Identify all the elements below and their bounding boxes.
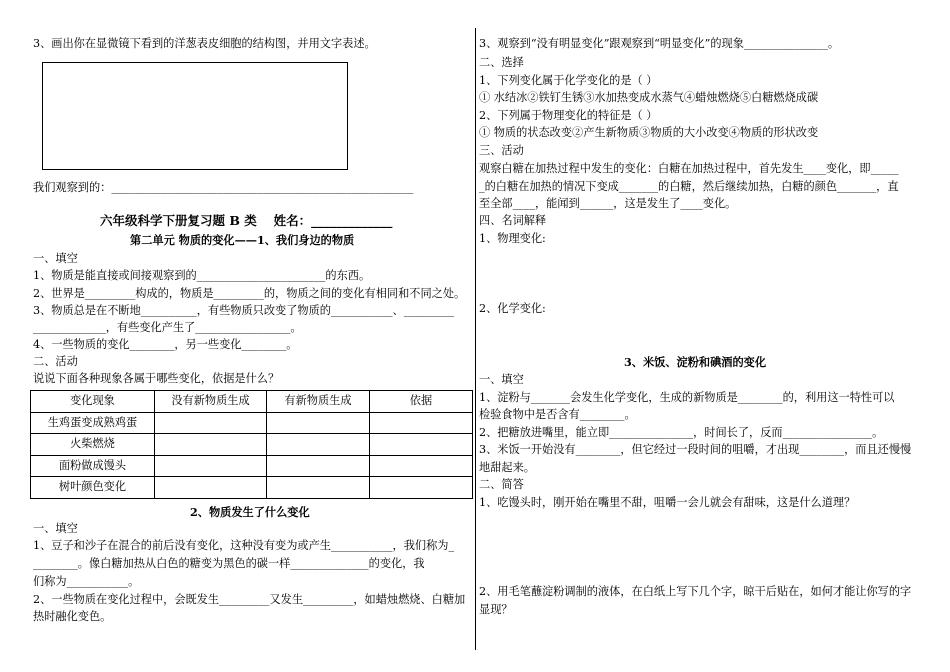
lesson2-title: 2、物质发生了什么变化	[190, 505, 310, 519]
table-cell: 火柴燃烧	[31, 434, 155, 456]
q3-draw-prompt: 3、画出你在显微镜下看到的洋葱表皮细胞的结构图，并用文字表述。	[33, 37, 376, 50]
choice-q1: 1、下列变化属于化学变化的是（ ）	[479, 74, 658, 87]
table-cell[interactable]	[370, 477, 473, 499]
fill-q4: 4、一些物质的变化________，另一些变化________。	[33, 338, 298, 351]
lesson3-title: 3、米饭、淀粉和碘酒的变化	[624, 355, 767, 369]
lesson2-q1-line2: ________。像白糖加热从白色的糖变为黑色的碳一样______________的变化，我	[33, 557, 425, 570]
section-activity-heading: 二、活动	[33, 355, 78, 368]
activity-heading: 三、活动	[479, 144, 524, 157]
lesson2-fill-heading: 一、填空	[33, 522, 78, 535]
table-cell[interactable]	[370, 412, 473, 434]
table-cell[interactable]	[155, 455, 267, 477]
table-cell[interactable]	[267, 477, 370, 499]
table-header-cell: 有新物质生成	[267, 391, 370, 413]
table-cell[interactable]	[155, 477, 267, 499]
lesson3-fill-heading: 一、填空	[479, 373, 524, 386]
table-cell[interactable]	[267, 434, 370, 456]
short-answer-q2-line2: 显现？	[479, 603, 513, 616]
table-row	[31, 455, 473, 477]
short-answer-q1: 1、吃馒头时，刚开始在嘴里不甜，咀嚼一会儿就会有甜味，这是什么道理？	[479, 496, 856, 509]
term-heading: 四、名词解释	[479, 214, 547, 227]
table-cell: 树叶颜色变化	[31, 477, 155, 499]
table-cell[interactable]	[267, 455, 370, 477]
table-cell[interactable]	[370, 455, 473, 477]
term-physical: 1、物理变化:	[479, 232, 546, 245]
choice-q2: 2、下列属于物理变化的特征是（ ）	[479, 109, 658, 122]
lesson3-q1-line1: 1、淀粉与_______会发生化学变化，生成的新物质是________的，利用这一特性可以	[479, 391, 895, 404]
table-header-cell: 变化现象	[31, 391, 155, 413]
activity-line3: 至全部____，能闻到______，这是发生了____变化。	[479, 197, 737, 210]
section-fill-heading: 一、填空	[33, 252, 78, 265]
table-cell[interactable]	[267, 412, 370, 434]
lesson3-q3-line2: 地甜起来。	[479, 461, 535, 474]
unit-title: 第二单元 物质的变化——1、我们身边的物质	[130, 233, 355, 247]
lesson2-q1-line3: 们称为___________。	[33, 575, 140, 588]
short-answer-heading: 二、简答	[479, 478, 524, 491]
activity-prompt: 说说下面各种现象各属于哪些变化，依据是什么？	[33, 372, 280, 385]
table-cell: 生鸡蛋变成熟鸡蛋	[31, 412, 155, 434]
page-title: 六年级科学下册复习题 B 类 姓名：_____________	[100, 213, 393, 228]
table-header-cell: 依据	[370, 391, 473, 413]
lesson2-q2-line2: 热时融化变色。	[33, 610, 112, 623]
fill-q3-line1: 3、物质总是在不断地__________，有些物质只改变了物质的___________、_________	[33, 304, 455, 317]
change-table	[30, 390, 473, 499]
column-divider	[475, 28, 476, 650]
table-cell[interactable]	[155, 434, 267, 456]
lesson2-q2-line1: 2、一些物质在变化过程中，会既发生_________又发生_________，如蜡烛燃烧、白糖加	[33, 593, 466, 606]
lesson3-q3-line1: 3、米饭一开始没有________，但它经过一段时间的咀嚼，才出现________，而且还慢慢	[479, 443, 912, 456]
table-cell[interactable]	[370, 434, 473, 456]
choice-q1-options: ① 水结冰②铁钉生锈③水加热变成水蒸气④蜡烛燃烧⑤白糖燃烧成碳	[479, 91, 819, 104]
lesson2-q1-line1: 1、豆子和沙子在混合的前后没有变化，这种没有变为或产生___________，我们称为_	[33, 539, 455, 552]
table-cell: 面粉做成馒头	[31, 455, 155, 477]
table-row	[31, 477, 473, 499]
fill-q1: 1、物质是能直接或间接观察到的_______________________的东西。	[33, 269, 371, 282]
table-row	[31, 434, 473, 456]
choice-q2-options: ① 物质的状态改变②产生新物质③物质的大小改变④物质的形状改变	[479, 126, 819, 139]
table-header-row	[31, 391, 473, 413]
fill-q2: 2、世界是_________构成的，物质是_________的，物质之间的变化有相同和不同之处。	[33, 287, 466, 300]
lesson3-q1-line2: 检验食物中是否含有________。	[479, 408, 636, 421]
table-row	[31, 412, 473, 434]
drawing-box[interactable]	[42, 62, 348, 170]
table-cell[interactable]	[155, 412, 267, 434]
activity-line2: _的白糖在加热的情况下变成_______的白糖，然后继续加热，白糖的颜色_______，直	[479, 180, 899, 193]
choice-heading: 二、选择	[479, 56, 524, 69]
activity-line1: 观察白糖在加热过程中发生的变化：白糖在加热过程中，首先发生____变化，即_____	[479, 162, 899, 175]
term-chemical: 2、化学变化:	[479, 302, 546, 315]
table-header-cell: 没有新物质生成	[155, 391, 267, 413]
observed-line: 我们观察到的：______________________________________________________	[33, 181, 414, 194]
lesson3-q2: 2、把糖放进嘴里，能立即_______________，时间长了，反而________________。	[479, 426, 884, 439]
fill-q3-line2: _____________，有些变化产生了_________________。	[33, 321, 302, 334]
r-q3: 3、观察到“没有明显变化”跟观察到“明显变化”的现象_______________。	[479, 37, 840, 50]
short-answer-q2-line1: 2、用毛笔蘸淀粉调制的液体，在白纸上写下几个字，晾干后贴在，如何才能让你写的字	[479, 585, 912, 598]
